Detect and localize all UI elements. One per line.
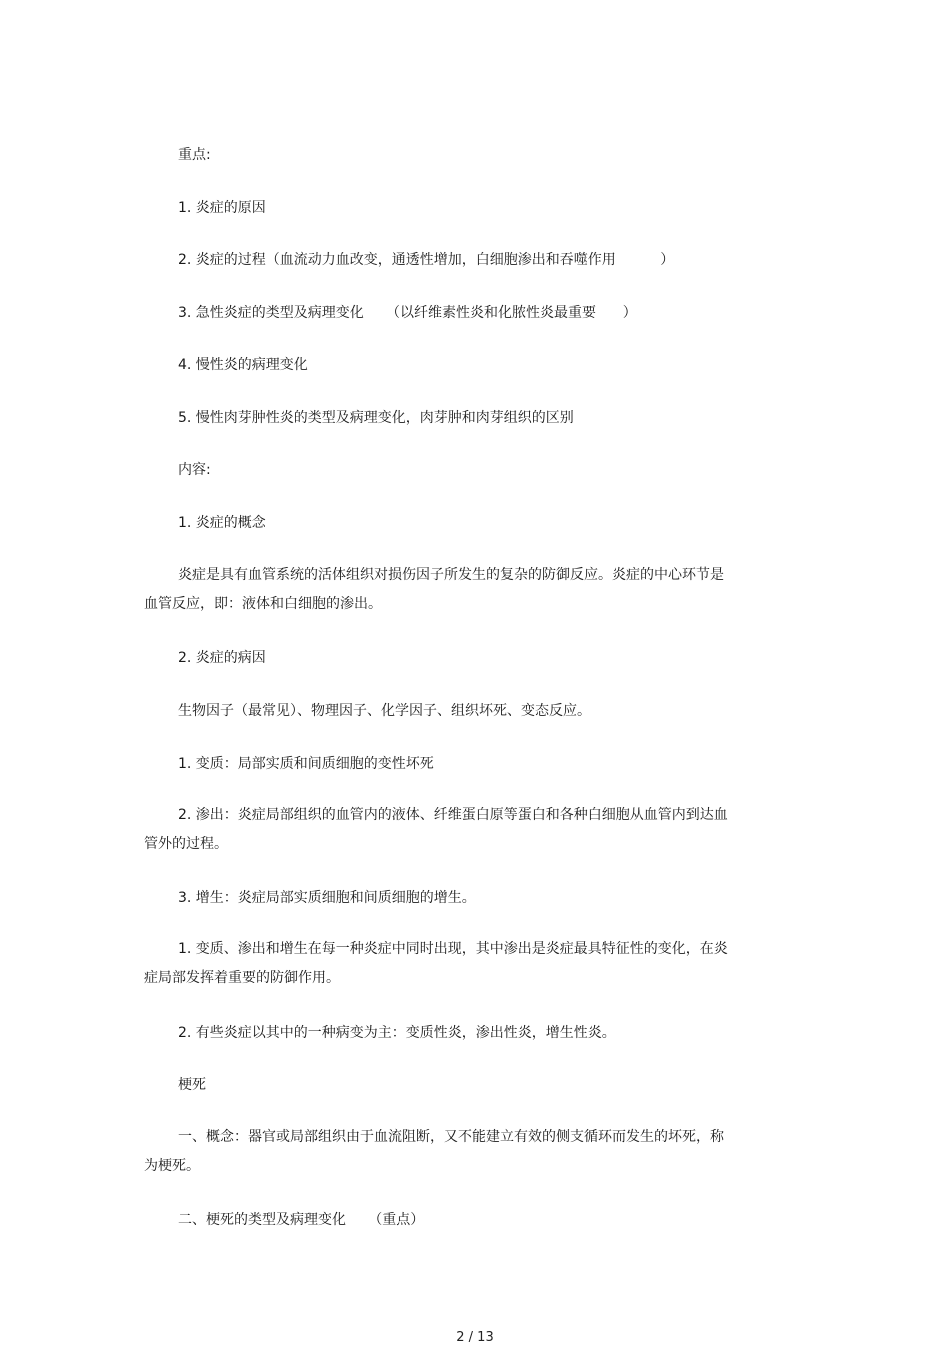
infarct-concept-paragraph: 一、概念：器官或局部组织由于血流阻断，又不能建立有效的侧支循环而发生的坏死，称为梗死。 [144,1129,724,1174]
concept-title: 1. 炎症的概念 [178,515,266,531]
proliferation-item: 3. 增生：炎症局部实质细胞和间质细胞的增生。 [178,890,476,906]
focus-heading: 重点: [178,147,211,163]
focus-item-4: 4. 慢性炎的病理变化 [178,357,308,373]
infarct-types-item: 二、梗死的类型及病理变化 （重点） [178,1212,425,1228]
concept-paragraph: 炎症是具有血管系统的活体组织对损伤因子所发生的复杂的防御反应。炎症的中心环节是血管反应，即：液体和白细胞的渗出。 [144,567,724,612]
infarct-heading: 梗死 [178,1077,206,1093]
exudation-paragraph: 2. 渗出：炎症局部组织的血管内的液体、纤维蛋白原等蛋白和各种白细胞从血管内到达血管外的过程。 [144,807,728,852]
cause-title: 2. 炎症的病因 [178,650,266,666]
focus-item-5: 5. 慢性肉芽肿性炎的类型及病理变化，肉芽肿和肉芽组织的区别 [178,410,574,426]
focus-item-1: 1. 炎症的原因 [178,200,266,216]
note-item-2: 2. 有些炎症以其中的一种病变为主：变质性炎，渗出性炎，增生性炎。 [178,1025,616,1041]
focus-item-3: 3. 急性炎症的类型及病理变化 （以纤维素性炎和化脓性炎最重要 ） [178,305,637,321]
alteration-item: 1. 变质：局部实质和间质细胞的变性坏死 [178,756,434,772]
note-paragraph-1: 1. 变质、渗出和增生在每一种炎症中同时出现，其中渗出是炎症最具特征性的变化，在炎症局部发挥着重要的防御作用。 [144,941,728,986]
focus-item-2: 2. 炎症的过程（血流动力血改变，通透性增加，白细胞渗出和吞噬作用 ） [178,252,675,268]
page-number: 2 / 13 [456,1330,494,1345]
cause-paragraph: 生物因子（最常见）、物理因子、化学因子、组织坏死、变态反应。 [178,703,591,719]
content-heading: 内容: [178,462,211,478]
